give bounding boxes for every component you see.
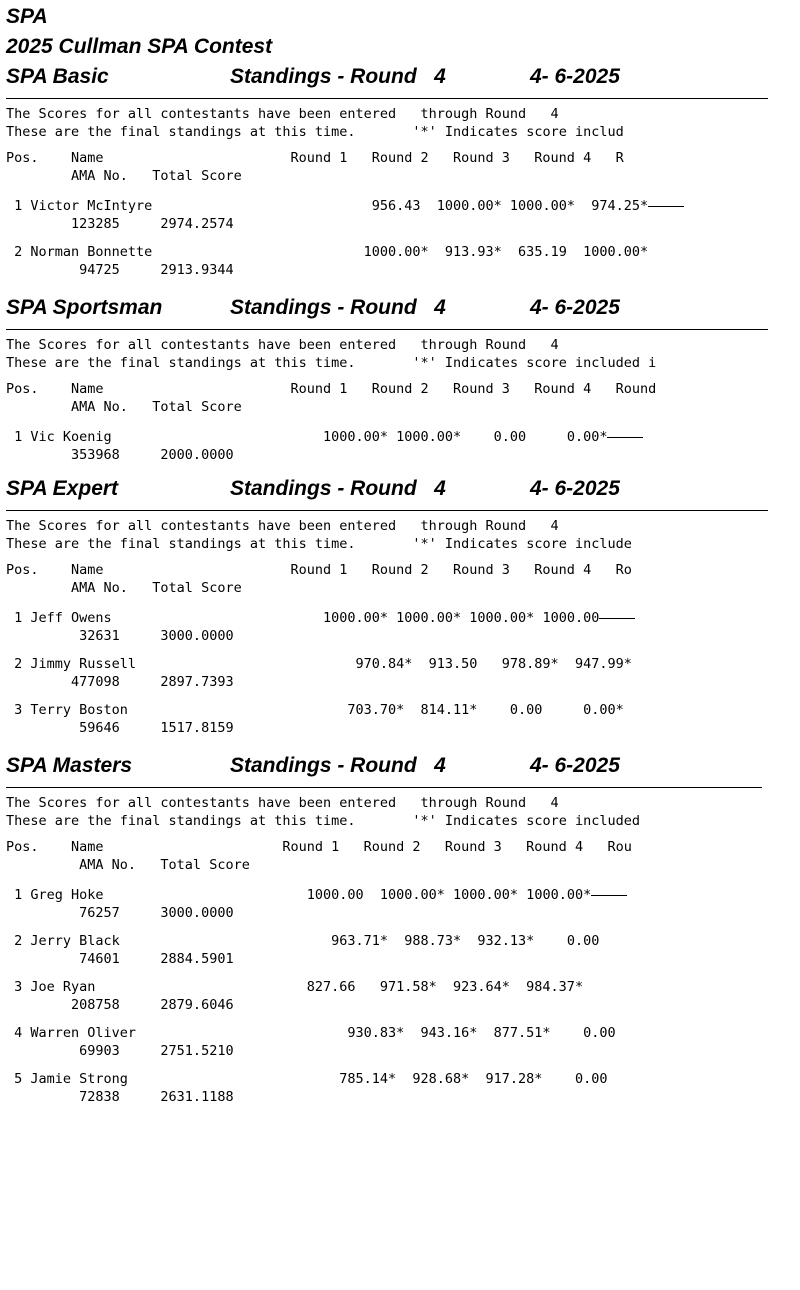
- document-title-contest: 2025 Cullman SPA Contest: [6, 35, 273, 58]
- table-row: [0, 609, 800, 645]
- section-title-row: [0, 474, 800, 504]
- document-header: [0, 0, 800, 62]
- row-round-scores: 963.71* 988.73* 932.13* 0.00: [119, 933, 600, 949]
- section-notes: [0, 794, 800, 830]
- section-class-name: SPA Sportsman: [6, 296, 163, 319]
- section-title-row: [0, 293, 800, 323]
- section-divider: [6, 329, 768, 330]
- row-round-scores: 1000.00* 913.93* 635.19 1000.00*: [152, 244, 649, 260]
- row-scores: [0, 428, 800, 446]
- column-header-row-2: AMA No. Total Score: [6, 168, 242, 184]
- row-pos-name: 1 Jeff Owens: [6, 610, 112, 626]
- spacer: [0, 737, 800, 751]
- row-detail: 477098 2897.7393: [6, 674, 234, 690]
- note-line-2-prefix: These are the final standings at this time.: [6, 813, 356, 829]
- note-line-1: The Scores for all contestants have been entered through Round 4: [6, 518, 559, 534]
- section-notes: [0, 105, 800, 141]
- row-pos-name: 1 Greg Hoke: [6, 887, 104, 903]
- column-header-row-2: AMA No. Total Score: [6, 580, 242, 596]
- row-round-scores: 827.66 971.58* 923.64* 984.37*: [95, 979, 584, 995]
- row-scores: [0, 1070, 800, 1088]
- row-pos-name: 2 Jerry Black: [6, 933, 120, 949]
- column-header-row-1: Pos. Name Round 1 Round 2 Round 3 Round 4 Round: [6, 381, 657, 397]
- table-row: [0, 978, 800, 1014]
- spacer: [0, 187, 800, 193]
- document-title-spa: SPA: [6, 5, 48, 28]
- row-round-scores: 1000.00 1000.00* 1000.00* 1000.00*: [103, 887, 592, 903]
- section-spa-basic: [0, 62, 800, 279]
- column-header-row-2: AMA No. Total Score: [6, 857, 250, 873]
- row-detail: 69903 2751.5210: [6, 1043, 234, 1059]
- note-line-2-suffix: '*' Indicates score include: [412, 536, 632, 552]
- column-header-row-1: Pos. Name Round 1 Round 2 Round 3 Round 4 Rou: [6, 839, 632, 855]
- section-class-name: SPA Basic: [6, 65, 109, 88]
- note-line-2: [0, 812, 800, 830]
- row-detail: 208758 2879.6046: [6, 997, 234, 1013]
- row-scores: [0, 932, 800, 950]
- note-line-2-gap: [356, 355, 413, 371]
- note-line-2-suffix: '*' Indicates score included i: [412, 355, 657, 371]
- column-headers: [0, 380, 800, 416]
- row-detail: 74601 2884.5901: [6, 951, 234, 967]
- section-date: 4- 6-2025: [530, 65, 620, 88]
- section-standings-label: Standings - Round 4: [230, 754, 446, 777]
- table-row: [0, 243, 800, 279]
- section-spa-expert: [0, 474, 800, 737]
- section-title-row: [0, 751, 800, 781]
- note-line-2: [0, 535, 800, 553]
- section-class-name: SPA Masters: [6, 754, 133, 777]
- row-detail: 59646 1517.8159: [6, 720, 234, 736]
- section-divider: [6, 787, 762, 788]
- row-scores: [0, 655, 800, 673]
- row-round-scores: 956.43 1000.00* 1000.00* 974.25*: [152, 198, 649, 214]
- note-line-2-suffix: '*' Indicates score included: [412, 813, 640, 829]
- note-line-2-gap: [356, 124, 413, 140]
- section-standings-label: Standings - Round 4: [230, 477, 446, 500]
- section-standings-label: Standings - Round 4: [230, 296, 446, 319]
- row-scores: [0, 609, 800, 627]
- row-pos-name: 3 Terry Boston: [6, 702, 128, 718]
- note-line-1: The Scores for all contestants have been entered through Round 4: [6, 106, 559, 122]
- note-line-2-prefix: These are the final standings at this time.: [6, 536, 356, 552]
- row-rule-stub: [599, 618, 635, 619]
- table-row: [0, 1070, 800, 1106]
- table-row: [0, 197, 800, 233]
- table-row: [0, 655, 800, 691]
- column-header-row-1: Pos. Name Round 1 Round 2 Round 3 Round 4 R: [6, 150, 624, 166]
- row-pos-name: 1 Victor McIntyre: [6, 198, 153, 214]
- note-line-2-gap: [356, 813, 413, 829]
- section-spa-masters: [0, 751, 800, 1106]
- spacer: [0, 279, 800, 293]
- row-scores: [0, 1024, 800, 1042]
- spacer: [0, 876, 800, 882]
- row-detail: 353968 2000.0000: [6, 447, 234, 463]
- note-line-2-prefix: These are the final standings at this time.: [6, 355, 356, 371]
- column-header-row-2: AMA No. Total Score: [6, 399, 242, 415]
- row-detail: 123285 2974.2574: [6, 216, 234, 232]
- table-row: [0, 1024, 800, 1060]
- spacer: [0, 599, 800, 605]
- row-pos-name: 5 Jamie Strong: [6, 1071, 128, 1087]
- section-date: 4- 6-2025: [530, 296, 620, 319]
- row-scores: [0, 243, 800, 261]
- note-line-2-suffix: '*' Indicates score includ: [412, 124, 624, 140]
- row-scores: [0, 978, 800, 996]
- column-headers: [0, 149, 800, 185]
- row-pos-name: 1 Vic Koenig: [6, 429, 112, 445]
- column-header-row-1: Pos. Name Round 1 Round 2 Round 3 Round 4 Ro: [6, 562, 632, 578]
- row-round-scores: 1000.00* 1000.00* 1000.00* 1000.00: [111, 610, 600, 626]
- row-round-scores: 970.84* 913.50 978.89* 947.99*: [136, 656, 632, 672]
- column-headers: [0, 561, 800, 597]
- table-row: [0, 428, 800, 464]
- row-detail: 32631 3000.0000: [6, 628, 234, 644]
- row-pos-name: 2 Jimmy Russell: [6, 656, 137, 672]
- table-row: [0, 932, 800, 968]
- row-scores: [0, 886, 800, 904]
- section-divider: [6, 98, 768, 99]
- row-detail: 94725 2913.9344: [6, 262, 234, 278]
- section-notes: [0, 517, 800, 553]
- row-pos-name: 4 Warren Oliver: [6, 1025, 137, 1041]
- row-scores: [0, 701, 800, 719]
- note-line-2: [0, 354, 800, 372]
- table-row: [0, 886, 800, 922]
- note-line-2-prefix: These are the final standings at this time.: [6, 124, 356, 140]
- row-round-scores: 930.83* 943.16* 877.51* 0.00: [136, 1025, 616, 1041]
- row-rule-stub: [648, 206, 684, 207]
- row-pos-name: 3 Joe Ryan: [6, 979, 96, 995]
- table-row: [0, 701, 800, 737]
- note-line-1: The Scores for all contestants have been entered through Round 4: [6, 337, 559, 353]
- spacer: [0, 464, 800, 474]
- section-title-row: [0, 62, 800, 92]
- row-round-scores: 785.14* 928.68* 917.28* 0.00: [127, 1071, 608, 1087]
- row-rule-stub: [591, 895, 627, 896]
- note-line-1: The Scores for all contestants have been entered through Round 4: [6, 795, 559, 811]
- section-date: 4- 6-2025: [530, 477, 620, 500]
- note-line-2-gap: [356, 536, 413, 552]
- column-headers: [0, 838, 800, 874]
- section-class-name: SPA Expert: [6, 477, 119, 500]
- row-scores: [0, 197, 800, 215]
- row-round-scores: 703.70* 814.11* 0.00 0.00*: [127, 702, 624, 718]
- row-detail: 72838 2631.1188: [6, 1089, 234, 1105]
- row-rule-stub: [607, 437, 643, 438]
- row-round-scores: 1000.00* 1000.00* 0.00 0.00*: [111, 429, 608, 445]
- section-standings-label: Standings - Round 4: [230, 65, 446, 88]
- section-spa-sportsman: [0, 293, 800, 464]
- section-date: 4- 6-2025: [530, 754, 620, 777]
- row-pos-name: 2 Norman Bonnette: [6, 244, 153, 260]
- spacer: [0, 418, 800, 424]
- section-notes: [0, 336, 800, 372]
- section-divider: [6, 510, 768, 511]
- note-line-2: [0, 123, 800, 141]
- row-detail: 76257 3000.0000: [6, 905, 234, 921]
